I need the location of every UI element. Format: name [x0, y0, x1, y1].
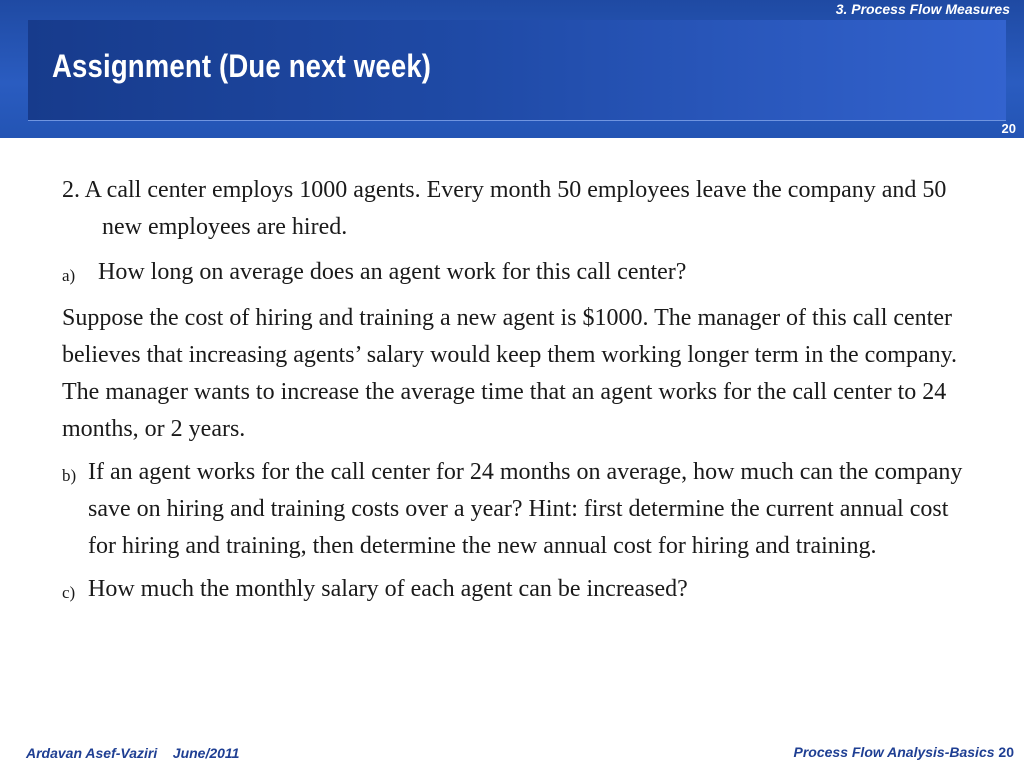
footer-page-number: 20 — [998, 744, 1014, 760]
part-c-marker: c) — [62, 583, 76, 602]
part-b-text: If an agent works for the call center for 24 months on average, how much can the company save on hiring and training costs over a year? Hint: first determine the current annual cost for hiring and training, then determine the new annual cost for hiring and training. — [88, 459, 963, 559]
header-page-number: 20 — [1001, 121, 1016, 136]
question-part-c — [62, 571, 972, 611]
scenario-paragraph: Suppose the cost of hiring and training a new agent is $1000. The manager of this call center believes that increasing agents’ salary would keep them working longer term in the company. The manager wants to increase the average time that an agent works for the call center to 24 months, or 2 years. — [62, 305, 958, 442]
slide-body — [62, 172, 972, 617]
footer-date: June/2011 — [172, 745, 240, 761]
title-panel — [28, 20, 1006, 121]
part-b-marker: b) — [62, 466, 77, 485]
question-intro: 2. A call center employs 1000 agents. Every month 50 employees leave the company and 50 new employees are hired. — [62, 177, 947, 240]
question-part-b — [62, 454, 972, 565]
footer-author-date — [26, 745, 239, 761]
section-label: 3. Process Flow Measures — [835, 1, 1010, 17]
footer-author: Ardavan Asef-Vaziri — [26, 745, 158, 761]
question-part-a — [62, 254, 972, 294]
slide-title: Assignment (Due next week) — [52, 48, 432, 84]
part-a-marker: a) — [62, 266, 76, 285]
footer-course — [794, 744, 1015, 760]
part-c-text: How much the monthly salary of each agent can be increased? — [88, 576, 688, 602]
footer-course-title: Process Flow Analysis-Basics — [793, 744, 995, 760]
part-a-text: How long on average does an agent work for this call center? — [98, 259, 687, 285]
header-band — [0, 0, 1024, 138]
